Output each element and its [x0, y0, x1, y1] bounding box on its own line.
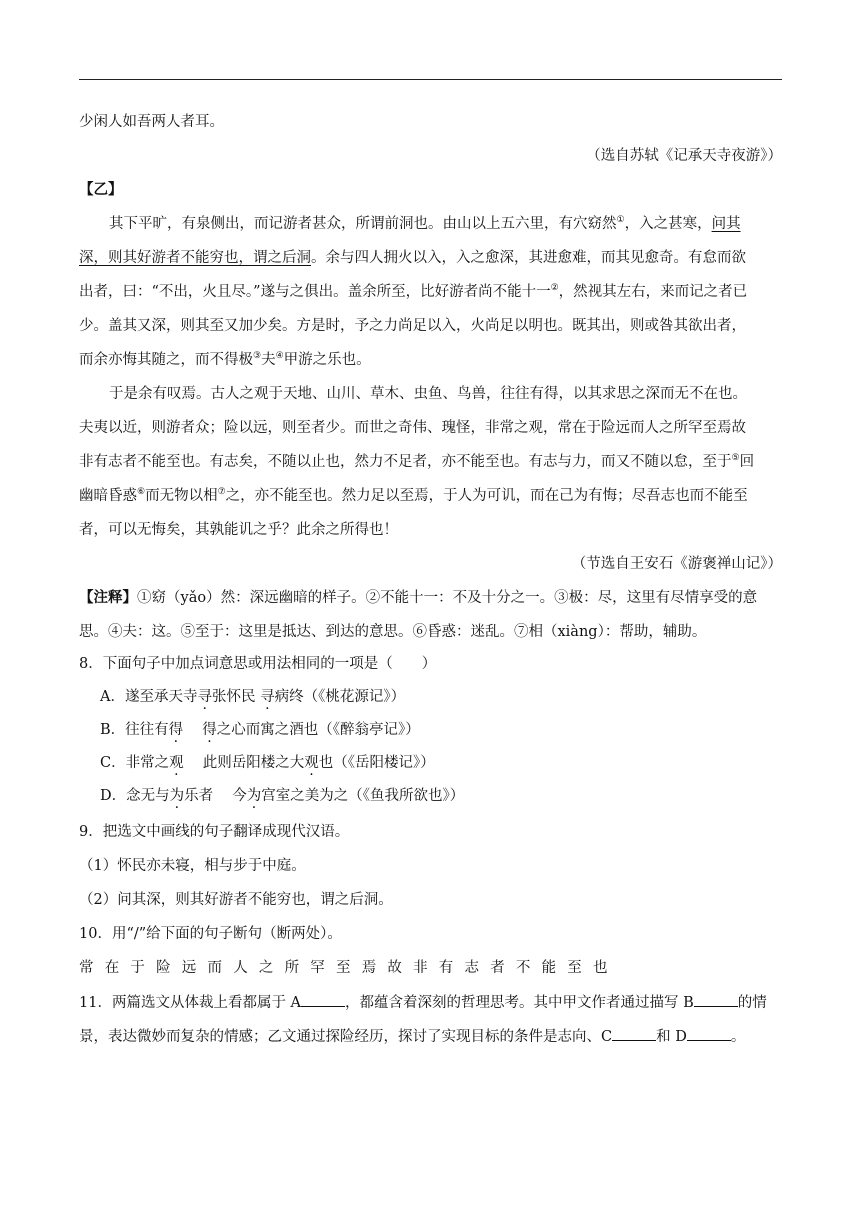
option-text: 宫室之美为之（《鱼我所欲也》） [261, 788, 465, 804]
q11-line1 [79, 992, 782, 1013]
text-segment: 出者，曰：“不出，火且尽。”遂与之俱出。盖余所至，比好游者尚不能十一 [79, 284, 551, 300]
q8-stem: 8．下面句子中加点词意思或用法相同的一项是（ ） [79, 656, 437, 672]
answer-blank-b[interactable] [694, 992, 738, 1007]
dotted-word: 得 [168, 722, 184, 738]
text-segment: 和 D [656, 1029, 687, 1045]
note-mark: ① [616, 215, 625, 226]
dotted-word: 寻 [197, 689, 212, 705]
header-rule [79, 79, 782, 80]
q8-option-d[interactable] [100, 786, 803, 806]
q8-option-c[interactable] [100, 753, 803, 773]
option-text: 也（《岳阳楼记》） [318, 755, 435, 771]
text-segment: 其下平旷，有泉侧出，而记游者甚众，所谓前洞也。由山以上五六里，有穴窈然 [109, 216, 617, 232]
q11-line2 [79, 1026, 782, 1047]
notes-label: 【注释】 [79, 589, 137, 606]
notes-text: ①窈（yǎo）然：深远幽暗的样子。②不能十一：不及十分之一。③极：尽，这里有尽情享受的意 [137, 590, 758, 606]
text-segment: 11．两篇选文从体裁上看都属于 A [79, 995, 302, 1011]
answer-blank-c[interactable] [612, 1026, 656, 1041]
text-segment: 。余与四人拥火以入，入之愈深，其进愈难，而其见愈奇。有怠而欲 [311, 250, 746, 266]
text-segment: 的情 [737, 995, 767, 1011]
text-segment: 。 [730, 1029, 746, 1045]
option-text: B．往往有 [100, 722, 169, 738]
note-mark: ⑤ [731, 453, 740, 464]
text-segment: 而余亦悔其随之，而不得极 [79, 352, 253, 368]
text-segment: 而无物以相 [145, 488, 218, 504]
option-text: D．念无与 [100, 788, 170, 804]
dotted-word: 得 [202, 722, 217, 738]
notes-line2: 思。④夫：这。⑤至于：这里是抵达、到达的意思。⑥昏惑：迷乱。⑦相（xiàng）：帮助，辅助。 [79, 624, 707, 640]
yi-p1-line4: 少。盖其又深，则其至又加少矣。方是时，予之力尚足以入，火尚足以明也。既其出，则或咎其欲出者， [79, 318, 746, 334]
yi-label: 【乙】 [79, 181, 123, 198]
dotted-word: 为 [169, 788, 185, 804]
yi-p2-line3 [79, 452, 782, 472]
option-text: A．遂至承天寺 [100, 689, 198, 705]
text-segment: 回 [739, 454, 755, 470]
dotted-word: 观 [169, 755, 184, 771]
dotted-word: 观 [304, 755, 319, 771]
text-segment: 之，亦不能至也。然力足以至焉，于人为可讥，而在己为有悔；尽吾志也而不能至 [225, 488, 748, 504]
underlined-sentence: 问其 [711, 216, 741, 232]
yi-source: （节选自王安石《游褒禅山记》） [571, 556, 782, 572]
note-mark: ③ [253, 351, 262, 362]
q10-sentence: 常在于险远而人之所罕至焉故非有志者不能至也 [79, 960, 619, 976]
q9-item-1: （1）怀民亦未寝，相与步于中庭。 [79, 858, 306, 874]
option-text: C．非常之 [100, 755, 170, 771]
q9-item-2: （2）问其深，则其好游者不能穷也，谓之后洞。 [79, 892, 393, 908]
dotted-word: 为 [246, 788, 262, 804]
answer-blank-a[interactable] [301, 992, 345, 1007]
text-segment: 幽暗昏惑 [79, 488, 137, 504]
jia-source: （选自苏轼《记承天寺夜游》） [586, 148, 782, 164]
note-mark: ⑥ [137, 487, 146, 498]
option-text: 此则岳阳楼之大 [183, 755, 305, 771]
notes-line1 [79, 588, 782, 608]
note-mark: ② [550, 283, 559, 294]
jia-tail: 少闲人如吾两人者耳。 [79, 114, 224, 130]
option-text: 张怀民 [211, 689, 261, 705]
text-segment: ，然视其左右，来而记之者已 [558, 284, 748, 300]
option-text: 乐者 今 [184, 788, 247, 804]
q10-stem: 10．用“/”给下面的句子断句（断两处）。 [79, 926, 342, 942]
yi-p2-line2: 夫夷以近，则游者众；险以远，则至者少。而世之奇伟、瑰怪，非常之观，常在于险远而人之所罕至焉故 [79, 420, 746, 436]
yi-p2-line4 [79, 486, 782, 506]
q9-stem: 9．把选文中画线的句子翻译成现代汉语。 [79, 824, 350, 840]
text-segment: 甲游之乐也。 [283, 352, 371, 368]
option-text [183, 722, 202, 738]
text-segment: 非有志者不能至也。有志矣，不随以止也，然力不足者，亦不能至也。有志与力，而又不随以怠，至于 [79, 454, 732, 470]
q8-option-b[interactable] [100, 720, 803, 740]
q8-option-a[interactable] [100, 687, 803, 707]
note-mark: ⑦ [217, 487, 226, 498]
underlined-sentence: 深，则其好游者不能穷也，谓之后洞 [79, 250, 311, 266]
text-segment: ，都蕴含着深刻的哲理思考。其中甲文作者通过描写 B [345, 995, 694, 1011]
dotted-word: 寻 [260, 689, 275, 705]
text-segment: 景，表达微妙而复杂的情感；乙文通过探险经历，探讨了实现目标的条件是志向、C [79, 1029, 613, 1045]
yi-p2-line5: 者，可以无悔矣，其孰能讥之乎？此余之所得也！ [79, 522, 398, 538]
yi-p1-line5 [79, 350, 782, 370]
option-text: 之心而寓之酒也（《醉翁亭记》） [216, 722, 420, 738]
answer-blank-d[interactable] [687, 1026, 731, 1041]
text-segment: ，入之甚寒， [624, 216, 712, 232]
yi-p1-line3 [79, 282, 782, 302]
text-segment: 夫 [261, 352, 276, 368]
yi-p2-line1: 于是余有叹焉。古人之观于天地、山川、草木、虫鱼、鸟兽，往往有得，以其求思之深而无不在也。 [109, 386, 747, 402]
option-text: 病终（《桃花源记》） [274, 689, 406, 705]
yi-p1-line2 [79, 248, 782, 268]
note-mark: ④ [275, 351, 284, 362]
yi-p1-line1 [109, 214, 812, 234]
